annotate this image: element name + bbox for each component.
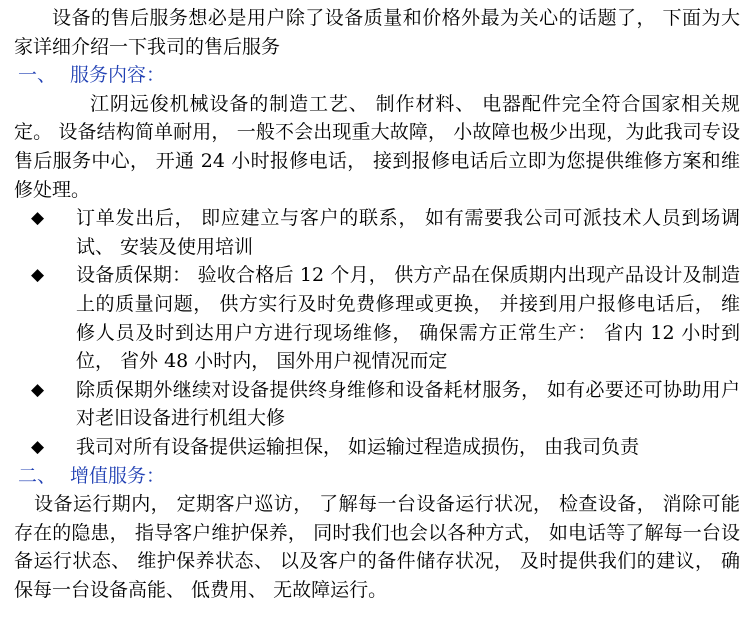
list-item-text: 设备质保期： 验收合格后 12 个月， 供方产品在保质期内出现产品设计及制造上的质量问题， 供方实行及时免费修理或更换， 并接到用户报修电话后， 维修人员及时到达用户方进行现场维修， 确保需方正常生产： 省内 12 小时到位， 省外 48 小时内， 国外用户视情况而定 — [76, 264, 740, 373]
diamond-bullet-icon: ◆ — [31, 265, 45, 286]
service-content-paragraph: 江阴远俊机械设备的制造工艺、 制作材料、 电器配件完全符合国家相关规定。 设备结构简单耐用， 一般不会出现重大故障， 小故障也极少出现，为此我司专设售后服务中心， 开通 24 小时报修电话， 接到报修电话后立即为您提供维修方案和维修处理。 — [14, 92, 740, 201]
list-item — [14, 376, 740, 433]
section-number: 一、 — [18, 64, 57, 87]
section-title: 增值服务： — [70, 464, 166, 487]
diamond-bullet-icon: ◆ — [31, 379, 45, 400]
value-added-paragraph: 设备运行期内， 定期客户巡访， 了解每一台设备运行状况， 检查设备， 消除可能存在的隐患， 指导客户维护保养， 同时我们也会以各种方式， 如电话等了解每一台设备运行状态、 维护保养状态、 以及客户的备件储存状况， 及时提供我们的建议， 确保每一台设备高能、 低费用、 无故障运行。 — [14, 493, 740, 601]
section-heading-value-added — [14, 462, 740, 491]
list-item-text: 我司对所有设备提供运输担保， 如运输过程造成损伤， 由我司负责 — [76, 435, 640, 458]
section-title: 服务内容： — [70, 64, 166, 87]
list-item — [14, 204, 740, 261]
list-item-text: 订单发出后， 即应建立与客户的联系， 如有需要我公司可派技术人员到场调试、 安装及使用培训 — [76, 207, 740, 258]
section-heading-service-content — [14, 61, 740, 90]
list-item — [14, 261, 740, 375]
diamond-bullet-icon: ◆ — [31, 436, 45, 457]
service-bullet-list — [14, 204, 740, 461]
intro-paragraph: 设备的售后服务想必是用户除了设备质量和价格外最为关心的话题了， 下面为大家详细介绍一下我司的售后服务 — [14, 7, 740, 58]
list-item-text: 除质保期外继续对设备提供终身维修和设备耗材服务， 如有必要还可协助用户对老旧设备进行机组大修 — [76, 378, 740, 430]
list-item — [14, 433, 740, 462]
diamond-bullet-icon: ◆ — [31, 208, 45, 229]
section-number: 二、 — [18, 464, 57, 487]
